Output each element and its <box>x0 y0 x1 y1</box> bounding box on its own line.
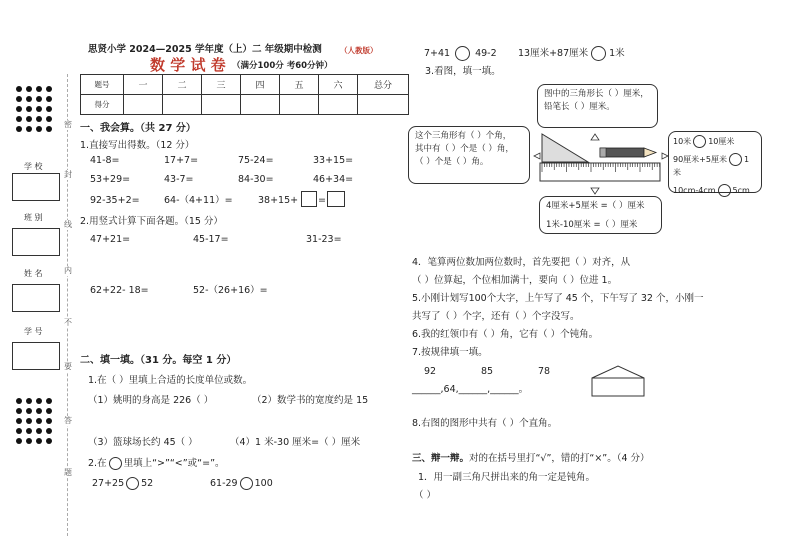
compare-circle[interactable] <box>729 153 742 166</box>
s2-q5-b: 共写了（ ）个字，还有（ ）个字没写。 <box>412 311 580 322</box>
section3-title <box>412 453 650 465</box>
s2-q2-lead: 2.在 <box>88 458 107 469</box>
score-cell[interactable] <box>163 95 202 115</box>
s2-q1: 1.在（ ）里填上合适的长度单位或数。 <box>88 375 253 386</box>
sequence-blanks[interactable]: ______,64,______,______。 <box>412 384 529 395</box>
seal-char: 内 <box>64 266 72 275</box>
triangle-ruler-icon <box>542 134 588 162</box>
answer-box[interactable] <box>301 191 317 207</box>
score-header-row <box>81 75 409 95</box>
s2-q4-b: （ ）位算起，个位相加满十，要向（ ）位进 1。 <box>412 275 618 286</box>
vertical-calc-item: 52-（26+16）= <box>193 285 268 296</box>
compare-right: 52 <box>141 478 154 489</box>
seal-char: 不 <box>64 318 72 327</box>
score-col-1: 一 <box>124 75 163 95</box>
s2-q7: 7.按规律填一填。 <box>412 347 488 358</box>
ruler-triangle-pencil-figure <box>530 126 670 196</box>
section2-title: 二、填一填。（31 分。每空 1 分） <box>80 355 237 366</box>
vertical-calc-item: 62+22- 18= <box>90 285 149 296</box>
arrow-up-icon <box>591 134 599 140</box>
seal-char: 线 <box>64 220 72 229</box>
calc-item: 75-24= <box>238 155 274 166</box>
compare-row <box>518 46 625 61</box>
pencil-icon <box>600 148 656 157</box>
arrow-down-icon <box>591 188 599 194</box>
bubble-left-line: （ ）个是（ ）角。 <box>415 157 489 167</box>
seal-char: 答 <box>64 416 72 425</box>
compare-row <box>210 477 273 490</box>
compare-circle[interactable] <box>455 46 470 61</box>
compare-circle[interactable] <box>240 477 253 490</box>
bubble-bottom <box>539 196 662 234</box>
dot-grid-top <box>16 86 60 132</box>
calc-item: 53+29= <box>90 174 131 185</box>
bubble-right-row: 10米 10厘米 <box>673 137 735 146</box>
score-cell[interactable] <box>358 95 409 115</box>
number-field[interactable] <box>12 342 60 370</box>
bubble-right-row: 10cm-4cm 5cm <box>673 186 750 195</box>
compare-row <box>92 477 153 490</box>
s2-q2-tail: 里填上“>”“<”或“=”。 <box>123 458 225 469</box>
seal-char: 密 <box>64 120 72 129</box>
compare-circle-icon <box>109 457 122 470</box>
vertical-calc-item: 47+21= <box>90 234 131 245</box>
score-col-6: 六 <box>319 75 358 95</box>
dot-grid-bottom <box>16 398 60 444</box>
score-cell[interactable] <box>124 95 163 115</box>
number-label: 学 号 <box>24 327 43 336</box>
score-col-5: 五 <box>280 75 319 95</box>
sequence-value: 78 <box>538 366 551 377</box>
exam-meta: （满分100分 考60分钟） <box>232 61 333 71</box>
score-value-row <box>81 95 409 115</box>
bubble-bottom-line: 4厘米+5厘米 =（ ）厘米 <box>546 201 645 211</box>
s2-q3: 3.看图，填一填。 <box>425 66 501 77</box>
class-label: 班 别 <box>24 213 43 222</box>
calc-item: 33+15= <box>313 155 354 166</box>
vertical-calc-item: 31-23= <box>306 234 342 245</box>
compare-left: 61-29 <box>210 478 238 489</box>
sequence-value: 92 <box>424 366 437 377</box>
score-col-label: 题号 <box>81 75 124 95</box>
calc-item: 38+15+ <box>258 195 299 206</box>
compare-right: 1米 <box>609 48 625 59</box>
score-col-3: 三 <box>202 75 241 95</box>
equals-sign: = <box>318 195 326 206</box>
ruler-icon <box>540 163 660 181</box>
bubble-left <box>408 126 530 184</box>
bubble-left-line: 其中有（ ）个是（ ）角， <box>415 144 514 154</box>
compare-circle[interactable] <box>693 135 706 148</box>
s2-q2 <box>88 457 225 470</box>
score-cell[interactable] <box>319 95 358 115</box>
calc-item: 17+7= <box>164 155 199 166</box>
bubble-bottom-line: 1米-10厘米 =（ ）厘米 <box>546 220 638 230</box>
s3-q1: 1．用一副三角尺拼出来的角一定是钝角。 <box>418 472 596 483</box>
section3-heading: 三、辩一辩。 <box>412 453 470 464</box>
score-cell[interactable] <box>241 95 280 115</box>
vertical-calc-item: 45-17= <box>193 234 229 245</box>
s3-q1-paren[interactable]: （ ） <box>414 490 437 501</box>
score-row-label: 得分 <box>81 95 124 115</box>
calc-item: 43-7= <box>164 174 194 185</box>
edition-label: （人教版） <box>340 46 378 55</box>
s2-q8: 8.右图的图形中共有（ ）个直角。 <box>412 418 558 429</box>
bubble-top <box>537 84 658 128</box>
q1-title: 1.直接写出得数。（12 分） <box>80 140 195 151</box>
section1-title: 一、我会算。（共 27 分） <box>80 123 196 134</box>
compare-left: 13厘米+87厘米 <box>518 48 589 59</box>
compare-circle[interactable] <box>718 184 731 197</box>
answer-box[interactable] <box>327 191 345 207</box>
class-field[interactable] <box>12 228 60 256</box>
calc-item: 84-30= <box>238 174 274 185</box>
school-label: 学 校 <box>24 162 43 171</box>
section3-instructions: 对的在括号里打“√”，错的打“×”。（4 分） <box>469 453 650 464</box>
s2-q4-a: 4．笔算两位数加两位数时，首先要把（ ）对齐，从 <box>412 257 631 268</box>
compare-row <box>424 46 497 61</box>
score-table <box>80 74 409 115</box>
house-shape-figure <box>590 364 646 398</box>
seal-char: 封 <box>64 170 72 179</box>
q2-title: 2.用竖式计算下面各题。（15 分） <box>80 216 223 227</box>
subject-title: 数 学 试 卷 <box>150 56 226 74</box>
bubble-top-line: 铅笔长（ ）厘米。 <box>544 102 615 112</box>
score-col-2: 二 <box>163 75 202 95</box>
compare-circle[interactable] <box>126 477 139 490</box>
score-cell[interactable] <box>202 95 241 115</box>
s2-q5-a: 5.小刚计划写100个大字，上午写了 45 个，下午写了 32 个，小刚一 <box>412 293 704 304</box>
seal-char: 要 <box>64 362 72 371</box>
sequence-value: 85 <box>481 366 494 377</box>
seal-char: 题 <box>64 468 72 477</box>
s2-q1-b: （2）数学书的宽度约是 15 <box>252 395 369 406</box>
name-label: 姓 名 <box>24 269 43 278</box>
compare-right: 100 <box>254 478 273 489</box>
s2-q6: 6.我的红领巾有（ ）角，它有（ ）个钝角。 <box>412 329 599 340</box>
s2-q1-d: （4）1 米-30 厘米=（ ）厘米 <box>230 437 361 448</box>
school-field[interactable] <box>12 173 60 201</box>
name-field[interactable] <box>12 284 60 312</box>
calc-item: 64-（4+11）= <box>164 195 233 206</box>
calc-item: 92-35+2= <box>90 195 140 206</box>
score-col-4: 四 <box>241 75 280 95</box>
score-col-total: 总分 <box>358 75 409 95</box>
arrow-left-icon <box>662 153 668 159</box>
s2-q1-c: （3）篮球场长约 45（ ） <box>88 437 198 448</box>
school-line: 思贤小学 2024—2025 学年度（上）二 年级期中检测 <box>88 44 322 55</box>
score-cell[interactable] <box>280 95 319 115</box>
calc-item: 41-8= <box>90 155 120 166</box>
compare-left: 7+41 <box>424 48 451 59</box>
compare-circle[interactable] <box>591 46 606 61</box>
bubble-left-line: 这个三角形有（ ）个角， <box>415 131 512 141</box>
bubble-top-line: 图中的三角形长（ ）厘米， <box>544 89 649 99</box>
compare-left: 27+25 <box>92 478 125 489</box>
compare-right: 49-2 <box>475 48 497 59</box>
s2-q1-a: （1）姚明的身高是 226（ ） <box>88 395 214 406</box>
arrow-right-icon <box>534 153 540 159</box>
bubble-right <box>668 131 762 193</box>
bubble-right-row: 90厘米+5厘米 1米 <box>673 155 750 177</box>
calc-item: 46+34= <box>313 174 354 185</box>
seal-dashed-line <box>67 74 68 536</box>
